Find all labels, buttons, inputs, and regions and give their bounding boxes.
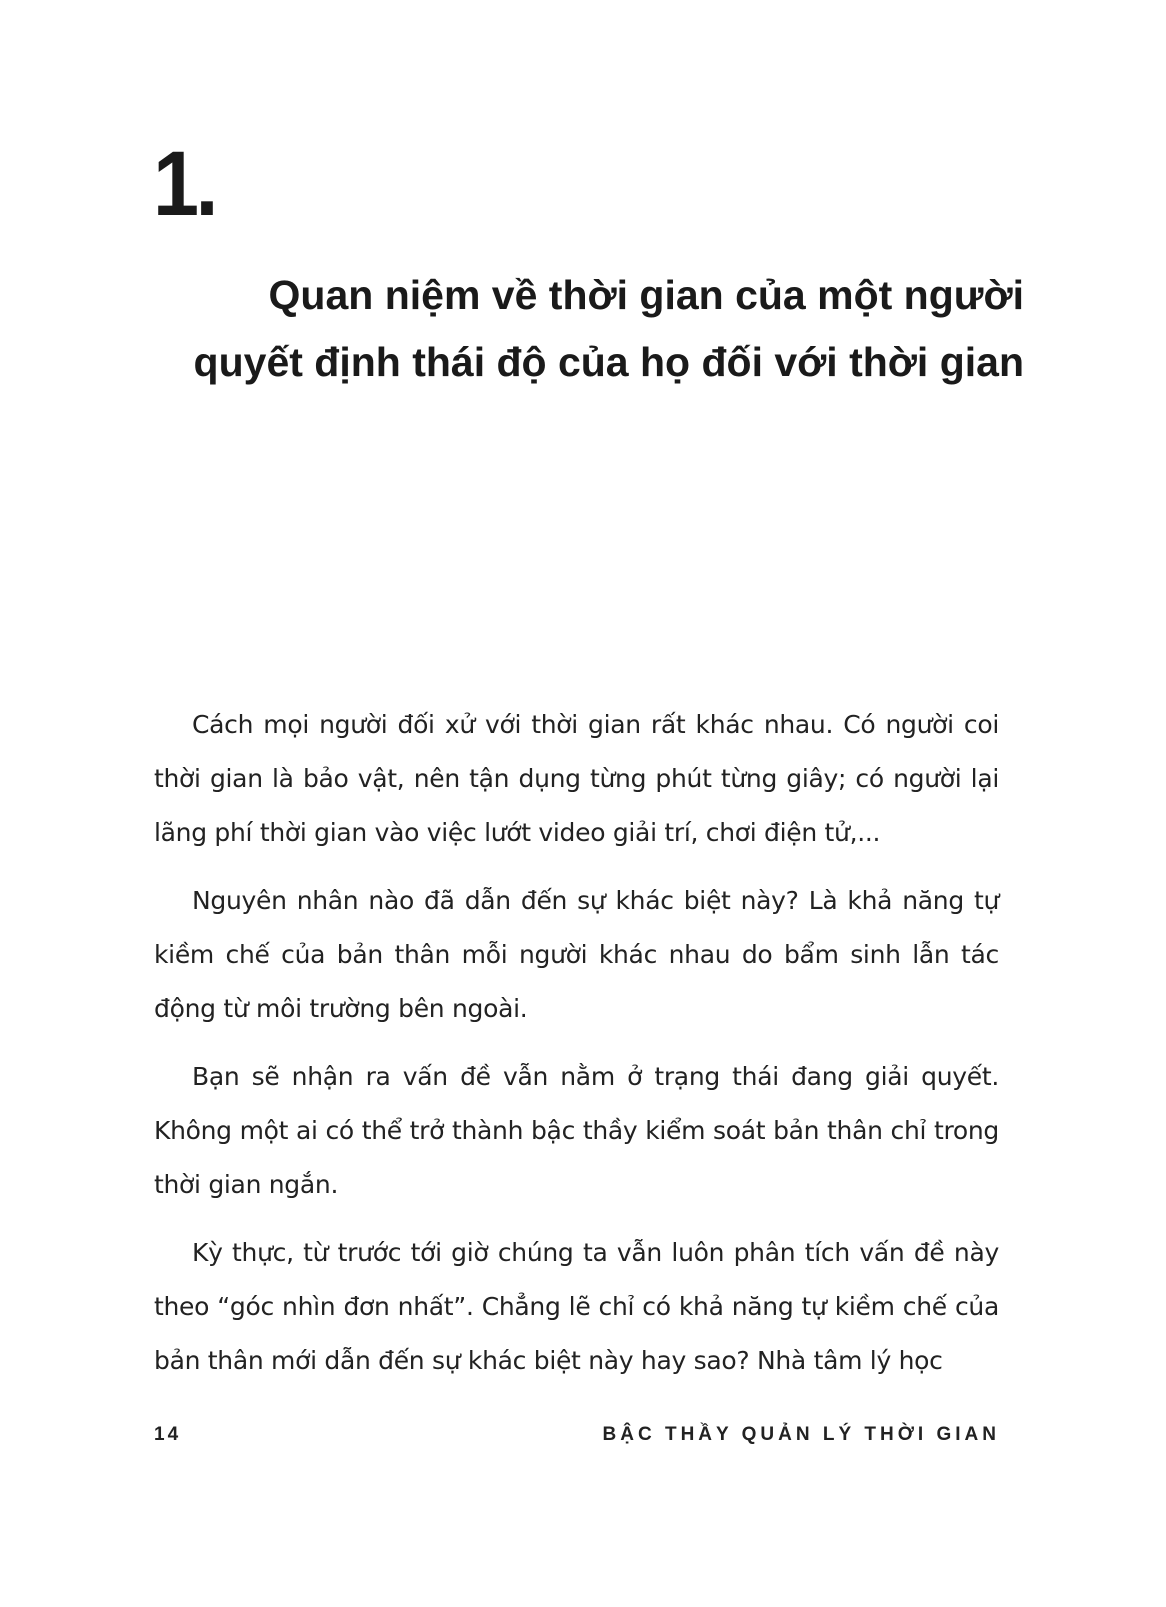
chapter-title-line: quyết định thái độ của họ đối với thời gian [193,339,1024,385]
chapter-title [124,262,1024,396]
page-number: 14 [154,1424,182,1445]
body-text [154,698,999,1402]
chapter-number: 1. [153,133,215,235]
paragraph: Nguyên nhân nào đã dẫn đến sự khác biệt này? Là khả năng tự kiềm chế của bản thân mỗi người khác nhau do bẩm sinh lẫn tác động từ môi trường bên ngoài. [154,886,999,1023]
running-book-title: BẬC THẦY QUẢN LÝ THỜI GIAN [602,1424,1000,1445]
paragraph: Cách mọi người đối xử với thời gian rất khác nhau. Có người coi thời gian là bảo vật, nên tận dụng từng phút từng giây; có người lại lãng phí thời gian vào việc lướt video giải trí, chơi điện tử,... [154,710,999,847]
chapter-title-line: Quan niệm về thời gian của một người [268,272,1024,318]
paragraph: Kỳ thực, từ trước tới giờ chúng ta vẫn luôn phân tích vấn đề này theo “góc nhìn đơn nhất”. Chẳng lẽ chỉ có khả năng tự kiềm chế của bản thân mới dẫn đến sự khác biệt này hay sao? Nhà tâm lý học [154,1238,999,1375]
paragraph: Bạn sẽ nhận ra vấn đề vẫn nằm ở trạng thái đang giải quyết. Không một ai có thể trở thành bậc thầy kiểm soát bản thân chỉ trong thời gian ngắn. [154,1062,999,1199]
page-footer [154,1424,1000,1452]
